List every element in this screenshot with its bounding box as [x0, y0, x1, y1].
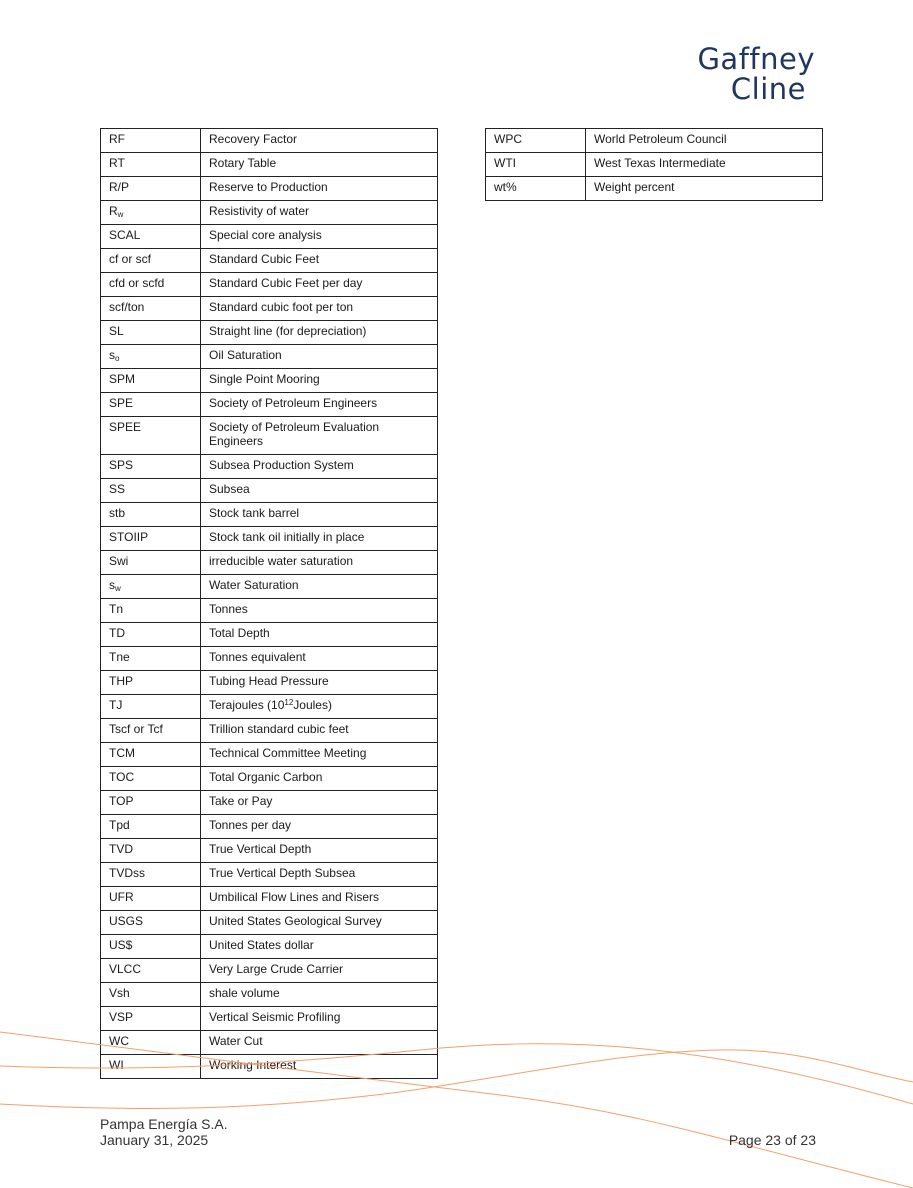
abbreviation: SPS — [109, 458, 134, 472]
table-row — [101, 249, 438, 273]
definition: Tonnes — [209, 602, 248, 616]
abbreviation: SPEE — [109, 420, 142, 434]
logo-line-2: Cline — [730, 72, 806, 106]
decorative-waves — [0, 1020, 913, 1188]
abbreviation: Tn — [109, 602, 124, 616]
definition: Take or Pay — [209, 794, 273, 808]
definition: Stock tank oil initially in place — [209, 530, 365, 544]
definition: Weight percent — [594, 180, 675, 194]
definition-cell — [201, 671, 438, 695]
abbreviation: Vsh — [109, 986, 130, 1000]
definition-cell — [201, 225, 438, 249]
abbreviation: VSP — [109, 1010, 134, 1024]
definition-cell — [201, 369, 438, 393]
definition-superscript: 12 — [284, 698, 294, 707]
table-row — [101, 503, 438, 527]
abbreviation: scf/ton — [109, 300, 145, 314]
abbreviation-subscript: o — [115, 354, 120, 363]
definition-cell — [201, 623, 438, 647]
abbreviation: Swi — [109, 554, 129, 568]
wave-line-2 — [0, 1050, 913, 1109]
definition-cell — [201, 417, 438, 455]
abbreviation: Tne — [109, 650, 130, 664]
abbreviation-cell — [101, 863, 201, 887]
abbreviation-cell — [101, 791, 201, 815]
abbreviation: UFR — [109, 890, 134, 904]
table-row — [101, 815, 438, 839]
definition: Oil Saturation — [209, 348, 282, 362]
abbreviation-cell — [101, 393, 201, 417]
table-row — [101, 393, 438, 417]
definition-cell — [201, 767, 438, 791]
definition: Single Point Mooring — [209, 372, 320, 386]
definition: True Vertical Depth — [209, 842, 312, 856]
definition-cell — [201, 911, 438, 935]
table-row — [101, 201, 438, 225]
abbreviation-subscript: w — [117, 210, 124, 219]
abbreviation: s — [109, 578, 115, 592]
definition: United States dollar — [209, 938, 314, 952]
definition: Trillion standard cubic feet — [209, 722, 349, 736]
abbreviations-table-left — [100, 128, 438, 1079]
abbreviation: RF — [109, 132, 125, 146]
definition-cell — [201, 527, 438, 551]
table-row — [101, 623, 438, 647]
abbreviation-cell — [101, 983, 201, 1007]
abbreviation-cell — [101, 249, 201, 273]
table-row — [101, 225, 438, 249]
table-row — [101, 575, 438, 599]
abbreviation: USGS — [109, 914, 144, 928]
logo-line-1: Gaffney — [697, 42, 815, 76]
abbreviation: WI — [109, 1058, 124, 1072]
table-row — [101, 417, 438, 455]
abbreviation-cell — [101, 273, 201, 297]
abbreviation-cell — [101, 935, 201, 959]
definition: shale volume — [209, 986, 280, 1000]
table-row — [101, 455, 438, 479]
abbreviation-cell — [101, 201, 201, 225]
abbreviation-cell — [101, 911, 201, 935]
abbreviation: TOC — [109, 770, 135, 784]
definition-continued: Joules) — [293, 698, 332, 712]
abbreviation-cell — [101, 417, 201, 455]
abbreviation-cell — [101, 177, 201, 201]
definition: True Vertical Depth Subsea — [209, 866, 356, 880]
abbreviation-cell — [101, 479, 201, 503]
abbreviation: R/P — [109, 180, 130, 194]
definition: Society of Petroleum Engineers — [209, 396, 378, 410]
definition-cell — [586, 177, 823, 201]
definition-cell — [201, 839, 438, 863]
abbreviation: TD — [109, 626, 125, 640]
table-row — [101, 479, 438, 503]
definition: Subsea Production System — [209, 458, 354, 472]
definition-cell — [201, 249, 438, 273]
definition: Straight line (for depreciation) — [209, 324, 367, 338]
abbreviation: s — [109, 348, 115, 362]
abbreviation-cell — [486, 153, 586, 177]
definition: Standard Cubic Feet per day — [209, 276, 363, 290]
definition-cell — [201, 455, 438, 479]
definition-cell — [586, 129, 823, 153]
abbreviation-cell — [101, 623, 201, 647]
definition-cell — [586, 153, 823, 177]
abbreviation-cell — [101, 527, 201, 551]
abbreviation-cell — [101, 575, 201, 599]
abbreviation: SL — [109, 324, 124, 338]
table-row — [101, 695, 438, 719]
definition: Total Depth — [209, 626, 270, 640]
definition-cell — [201, 503, 438, 527]
abbreviation-cell — [101, 839, 201, 863]
definition-cell — [201, 695, 438, 719]
abbreviation-cell — [101, 959, 201, 983]
definition: Total Organic Carbon — [209, 770, 323, 784]
table-row — [101, 321, 438, 345]
abbreviation-cell — [101, 695, 201, 719]
definition: Vertical Seismic Profiling — [209, 1010, 341, 1024]
definition-cell — [201, 153, 438, 177]
definition-cell — [201, 647, 438, 671]
abbreviation-cell — [101, 503, 201, 527]
definition-cell — [201, 479, 438, 503]
table-row — [101, 599, 438, 623]
definition: Umbilical Flow Lines and Risers — [209, 890, 380, 904]
abbreviation-cell — [101, 369, 201, 393]
abbreviation: SS — [109, 482, 126, 496]
definition: irreducible water saturation — [209, 554, 354, 568]
abbreviation-cell — [486, 177, 586, 201]
footer-page-number: Page 23 of 23 — [728, 1132, 816, 1148]
definition: Special core analysis — [209, 228, 322, 242]
definition: West Texas Intermediate — [594, 156, 726, 170]
abbreviation-cell — [101, 455, 201, 479]
definition-cell — [201, 177, 438, 201]
definition: Standard cubic foot per ton — [209, 300, 354, 314]
abbreviation-cell — [101, 321, 201, 345]
abbreviation-cell — [101, 599, 201, 623]
abbreviation: STOIIP — [109, 530, 149, 544]
abbreviation: TVDss — [109, 866, 145, 880]
abbreviation-cell — [101, 297, 201, 321]
definition-cell — [201, 887, 438, 911]
definition: Terajoules (10 — [209, 698, 285, 712]
abbreviation-cell — [101, 767, 201, 791]
table-row — [486, 129, 823, 153]
abbreviation: cfd or scfd — [109, 276, 165, 290]
definition: United States Geological Survey — [209, 914, 382, 928]
table-row — [101, 839, 438, 863]
table-row — [101, 887, 438, 911]
abbreviation: SPE — [109, 396, 134, 410]
abbreviation: US$ — [109, 938, 133, 952]
definition: World Petroleum Council — [594, 132, 727, 146]
definition-cell — [201, 863, 438, 887]
definition: Tonnes per day — [209, 818, 292, 832]
abbreviation-cell — [486, 129, 586, 153]
table-row — [101, 177, 438, 201]
table-row — [101, 983, 438, 1007]
footer-company: Pampa Energía S.A. — [100, 1116, 228, 1132]
definition: Working Interest — [209, 1058, 297, 1072]
abbreviation: TOP — [109, 794, 134, 808]
definition-cell — [201, 201, 438, 225]
abbreviation: TCM — [109, 746, 135, 760]
table-row — [101, 767, 438, 791]
definition: Tubing Head Pressure — [209, 674, 329, 688]
definition-cell — [201, 273, 438, 297]
definition-cell — [201, 129, 438, 153]
abbreviation: stb — [109, 506, 126, 520]
abbreviation-cell — [101, 671, 201, 695]
table-row — [101, 719, 438, 743]
table-row — [101, 647, 438, 671]
definition: Resistivity of water — [209, 204, 310, 218]
abbreviation: SCAL — [109, 228, 141, 242]
definition-cell — [201, 297, 438, 321]
table-row — [101, 671, 438, 695]
abbreviation: Tpd — [109, 818, 130, 832]
table-row — [101, 863, 438, 887]
footer-date: January 31, 2025 — [100, 1132, 209, 1148]
definition: Water Saturation — [209, 578, 299, 592]
abbreviation: TJ — [109, 698, 123, 712]
definition-cell — [201, 599, 438, 623]
abbreviation: VLCC — [109, 962, 142, 976]
definition-cell — [201, 935, 438, 959]
definition-cell — [201, 345, 438, 369]
definition: Technical Committee Meeting — [209, 746, 367, 760]
abbreviation: WC — [109, 1034, 129, 1048]
definition-cell — [201, 551, 438, 575]
abbreviation: TVD — [109, 842, 133, 856]
definition-cell — [201, 321, 438, 345]
table-row — [486, 177, 823, 201]
abbreviation: Tscf or Tcf — [109, 722, 163, 736]
abbreviation-cell — [101, 647, 201, 671]
abbreviation: cf or scf — [109, 252, 152, 266]
definition: Subsea — [209, 482, 250, 496]
wave-line-1 — [0, 1032, 913, 1188]
abbreviation: R — [109, 204, 118, 218]
definition-cell — [201, 719, 438, 743]
definition: Water Cut — [209, 1034, 263, 1048]
abbreviation: THP — [109, 674, 133, 688]
abbreviation-cell — [101, 551, 201, 575]
table-row — [101, 273, 438, 297]
definition: Reserve to Production — [209, 180, 328, 194]
abbreviation: wt% — [494, 180, 517, 194]
abbreviations-table-right — [485, 128, 823, 201]
table-row — [101, 911, 438, 935]
definition-cell — [201, 743, 438, 767]
definition: Standard Cubic Feet — [209, 252, 320, 266]
definition: Society of Petroleum Evaluation Engineers — [209, 420, 380, 448]
company-logo — [697, 44, 815, 104]
definition-cell — [201, 815, 438, 839]
table-row — [101, 153, 438, 177]
table-row — [101, 345, 438, 369]
abbreviation-cell — [101, 815, 201, 839]
table-row — [101, 959, 438, 983]
abbreviation-subscript: w — [115, 584, 121, 593]
definition-cell — [201, 959, 438, 983]
table-row — [101, 935, 438, 959]
definition-cell — [201, 791, 438, 815]
abbreviation: RT — [109, 156, 125, 170]
abbreviation-cell — [101, 129, 201, 153]
definition-cell — [201, 575, 438, 599]
table-row — [101, 369, 438, 393]
abbreviation: WPC — [494, 132, 522, 146]
abbreviation: SPM — [109, 372, 136, 386]
abbreviation-cell — [101, 743, 201, 767]
definition-cell — [201, 983, 438, 1007]
definition: Very Large Crude Carrier — [209, 962, 344, 976]
footer-left — [100, 1116, 228, 1148]
definition-cell — [201, 393, 438, 417]
table-row — [101, 527, 438, 551]
table-row — [486, 153, 823, 177]
abbreviation: WTI — [494, 156, 516, 170]
abbreviation-cell — [101, 719, 201, 743]
definition: Recovery Factor — [209, 132, 298, 146]
table-row — [101, 129, 438, 153]
definition: Tonnes equivalent — [209, 650, 306, 664]
definition: Rotary Table — [209, 156, 277, 170]
abbreviation-cell — [101, 887, 201, 911]
table-row — [101, 297, 438, 321]
abbreviation-cell — [101, 153, 201, 177]
table-row — [101, 551, 438, 575]
abbreviation-cell — [101, 345, 201, 369]
table-row — [101, 743, 438, 767]
abbreviation-cell — [101, 225, 201, 249]
table-row — [101, 791, 438, 815]
definition: Stock tank barrel — [209, 506, 300, 520]
